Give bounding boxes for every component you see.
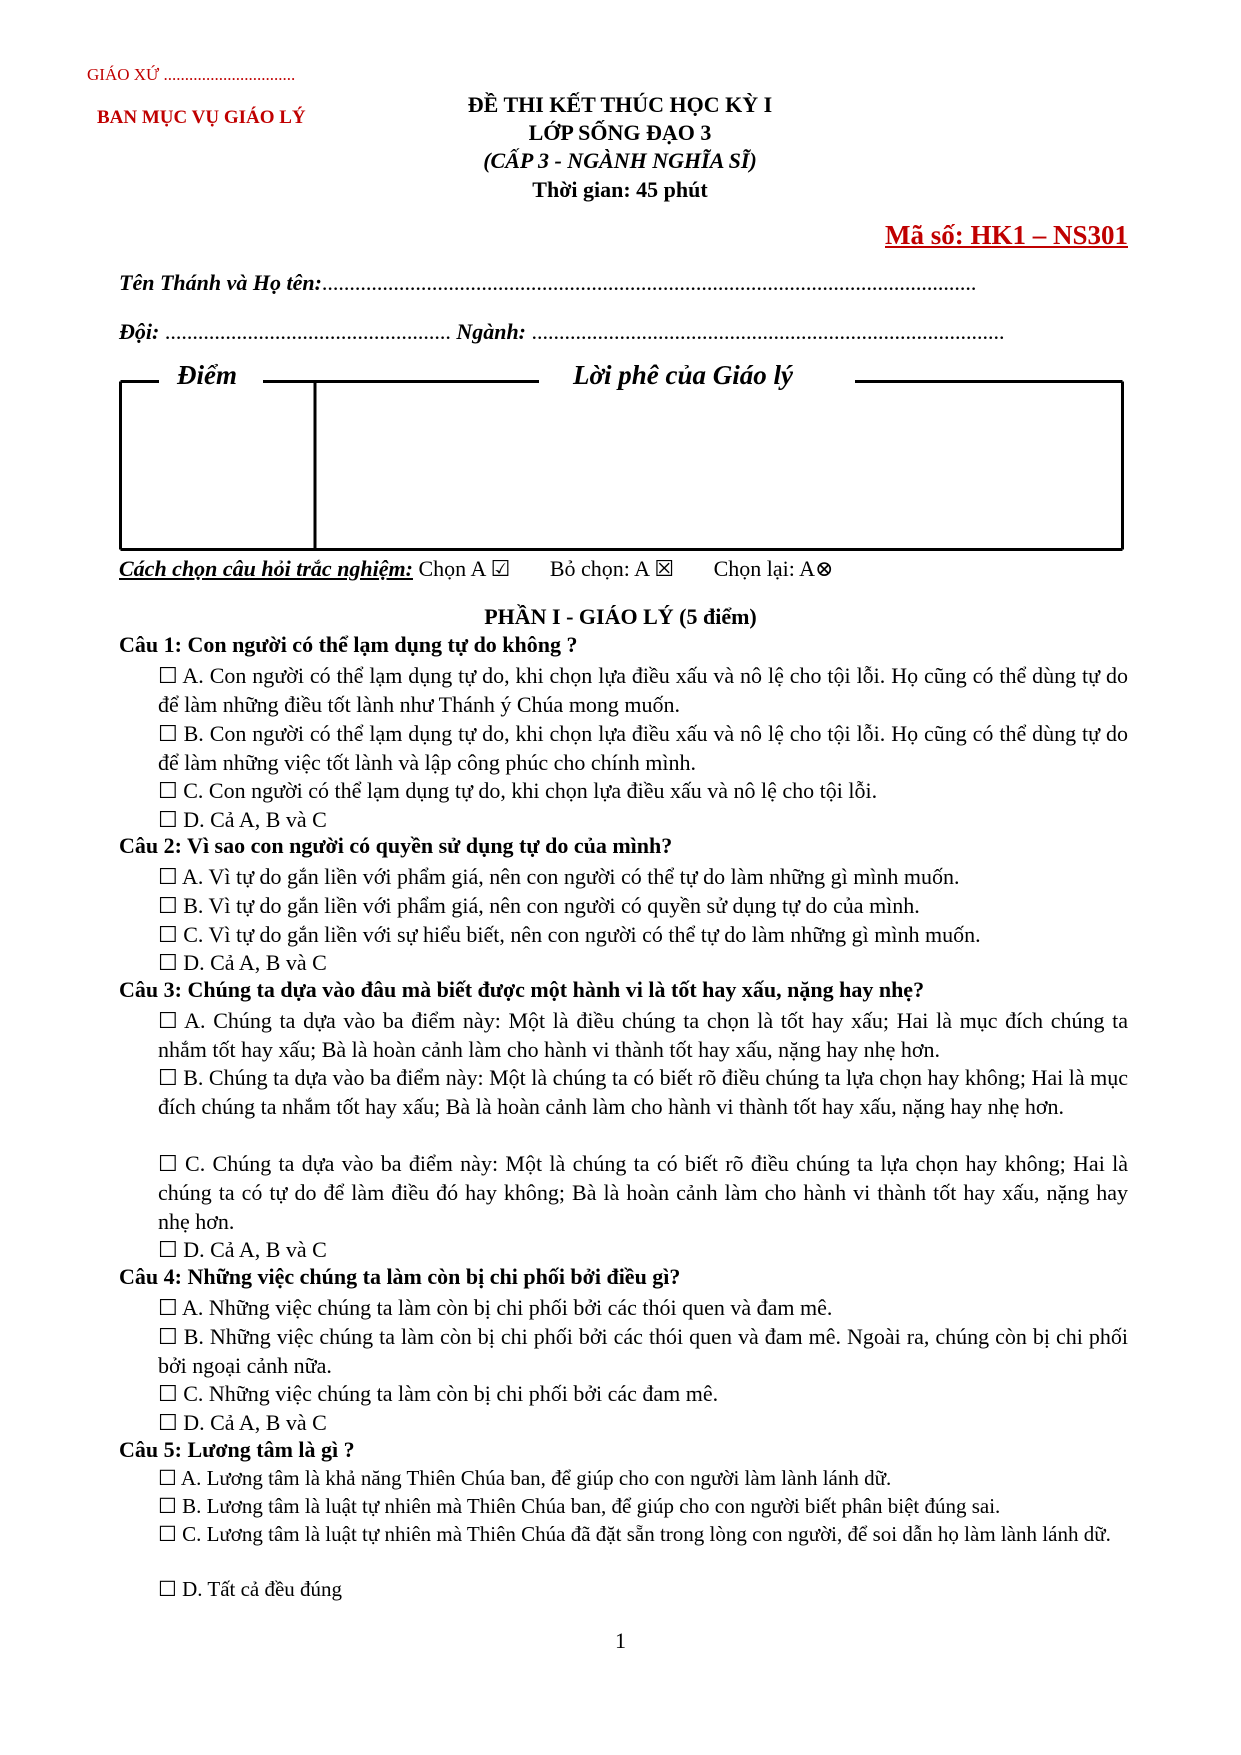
exam-title: ĐỀ THI KẾT THÚC HỌC KỲ I [467, 92, 773, 117]
board-label: BAN MỤC VỤ GIÁO LÝ [97, 107, 306, 128]
score-label: Điểm [171, 360, 243, 391]
choose-instruction: Chọn A ☑ [418, 556, 511, 581]
instructions-label: Cách chọn câu hỏi trắc nghiệm: [119, 556, 413, 581]
q2-option-d[interactable]: ☐ D. Cả A, B và C [158, 950, 327, 975]
page-number: 1 [615, 1628, 626, 1653]
branch-dots[interactable]: ...................................................................................... [531, 319, 1005, 344]
name-dots[interactable]: ....................................................................................................................... [321, 270, 977, 295]
name-field [119, 270, 976, 296]
team-branch-field [119, 319, 1005, 345]
branch-label: Ngành: [456, 319, 527, 344]
grade-box-frame [119, 380, 1124, 551]
q5-option-b[interactable]: ☐ B. Lương tâm là luật tự nhiên mà Thiên Chúa ban, để giúp cho con người biết phân biệt đúng sai. [158, 1494, 1001, 1518]
q3-option-b[interactable]: ☐ B. Chúng ta dựa vào ba điểm này: Một là chúng ta có biết rõ điều chúng ta lựa chọn hay không; Hai là mục đích chúng ta nhắm tốt hay xấu; Bà là hoàn cảnh làm cho hành vi thành tốt hay xấu, nặng hay nhẹ hơn. [158, 1065, 1128, 1119]
q3-option-d[interactable]: ☐ D. Cả A, B và C [158, 1237, 327, 1262]
q3-option-c[interactable]: ☐ C. Chúng ta dựa vào ba điểm này: Một là chúng ta có biết rõ điều chúng ta lựa chọn hay không; Hai là chúng ta có tự do để làm điều đó hay không; Bà là hoàn cảnh làm cho hành vi thành tốt hay xấu, nặng hay nhẹ hơn. [158, 1151, 1128, 1234]
grade-comment-box [119, 360, 1124, 551]
rechoose-instruction: Chọn lại: A⊗ [713, 556, 834, 581]
q2-option-c[interactable]: ☐ C. Vì tự do gắn liền với sự hiểu biết, nên con người có thể tự do làm những gì mình muốn. [158, 922, 981, 947]
question-3: Câu 3: Chúng ta dựa vào đâu mà biết được một hành vi là tốt hay xấu, nặng hay nhẹ? [119, 977, 925, 1002]
q5-option-c[interactable]: ☐ C. Lương tâm là luật tự nhiên mà Thiên Chúa đã đặt sẵn trong lòng con người, để soi dẫn họ làm lành lánh dữ. [158, 1522, 1111, 1546]
team-label: Đội: [119, 319, 160, 344]
q5-option-d[interactable]: ☐ D. Tất cả đều đúng [158, 1577, 343, 1601]
q2-option-a[interactable]: ☐ A. Vì tự do gắn liền với phẩm giá, nên con người có thể tự do làm những gì mình muốn. [158, 864, 960, 889]
q1-option-c[interactable]: ☐ C. Con người có thể lạm dụng tự do, khi chọn lựa điều xấu và nô lệ cho tội lỗi. [158, 778, 878, 803]
unchoose-instruction: Bỏ chọn: A ☒ [549, 556, 675, 581]
answer-instructions [119, 556, 833, 582]
question-5: Câu 5: Lương tâm là gì ? [119, 1437, 355, 1462]
q5-option-a[interactable]: ☐ A. Lương tâm là khả năng Thiên Chúa ban, để giúp cho con người làm lành lánh dữ. [158, 1466, 892, 1490]
section-title: PHẦN I - GIÁO LÝ (5 điểm) [484, 604, 757, 629]
question-4: Câu 4: Những việc chúng ta làm còn bị chi phối bởi điều gì? [119, 1264, 681, 1289]
q4-option-c[interactable]: ☐ C. Những việc chúng ta làm còn bị chi phối bởi các đam mê. [158, 1381, 719, 1406]
comment-label: Lời phê của Giáo lý [567, 360, 799, 391]
q1-option-d[interactable]: ☐ D. Cả A, B và C [158, 807, 327, 832]
name-label: Tên Thánh và Họ tên: [119, 270, 322, 295]
q1-option-a[interactable]: ☐ A. Con người có thể lạm dụng tự do, khi chọn lựa điều xấu và nô lệ cho tội lỗi. Họ cũng có thể dùng tự do để làm những điều tốt lành như Thánh ý Chúa mong muốn. [158, 663, 1128, 717]
team-dots[interactable]: .................................................... [164, 319, 451, 344]
exam-code: Mã số: HK1 – NS301 [885, 220, 1128, 250]
question-1: Câu 1: Con người có thể lạm dụng tự do không ? [119, 632, 578, 657]
q1-option-b[interactable]: ☐ B. Con người có thể lạm dụng tự do, khi chọn lựa điều xấu và nô lệ cho tội lỗi. Họ cũng có thể dùng tự do để làm những việc tốt lành và lập công phúc cho chính mình. [158, 721, 1128, 775]
level-title: (CẤP 3 - NGÀNH NGHĨA SĨ) [483, 148, 757, 173]
q4-option-b[interactable]: ☐ B. Những việc chúng ta làm còn bị chi phối bởi các thói quen và đam mê. Ngoài ra, chúng còn bị chi phối bởi ngoại cảnh nữa. [158, 1324, 1128, 1378]
q4-option-d[interactable]: ☐ D. Cả A, B và C [158, 1410, 327, 1435]
q3-option-a[interactable]: ☐ A. Chúng ta dựa vào ba điểm này: Một là điều chúng ta chọn là tốt hay xấu; Hai là mục đích chúng ta nhắm tốt hay xấu; Bà là hoàn cảnh làm cho hành vi thành tốt hay xấu, nặng hay nhẹ hơn. [158, 1008, 1128, 1062]
duration-title: Thời gian: 45 phút [532, 177, 708, 202]
question-2: Câu 2: Vì sao con người có quyền sử dụng tự do của mình? [119, 833, 673, 858]
q2-option-b[interactable]: ☐ B. Vì tự do gắn liền với phẩm giá, nên con người có quyền sử dụng tự do của mình. [158, 893, 920, 918]
parish-label: GIÁO XỨ ............................... [87, 65, 296, 84]
class-title: LỚP SỐNG ĐẠO 3 [528, 120, 712, 145]
q4-option-a[interactable]: ☐ A. Những việc chúng ta làm còn bị chi phối bởi các thói quen và đam mê. [158, 1295, 833, 1320]
